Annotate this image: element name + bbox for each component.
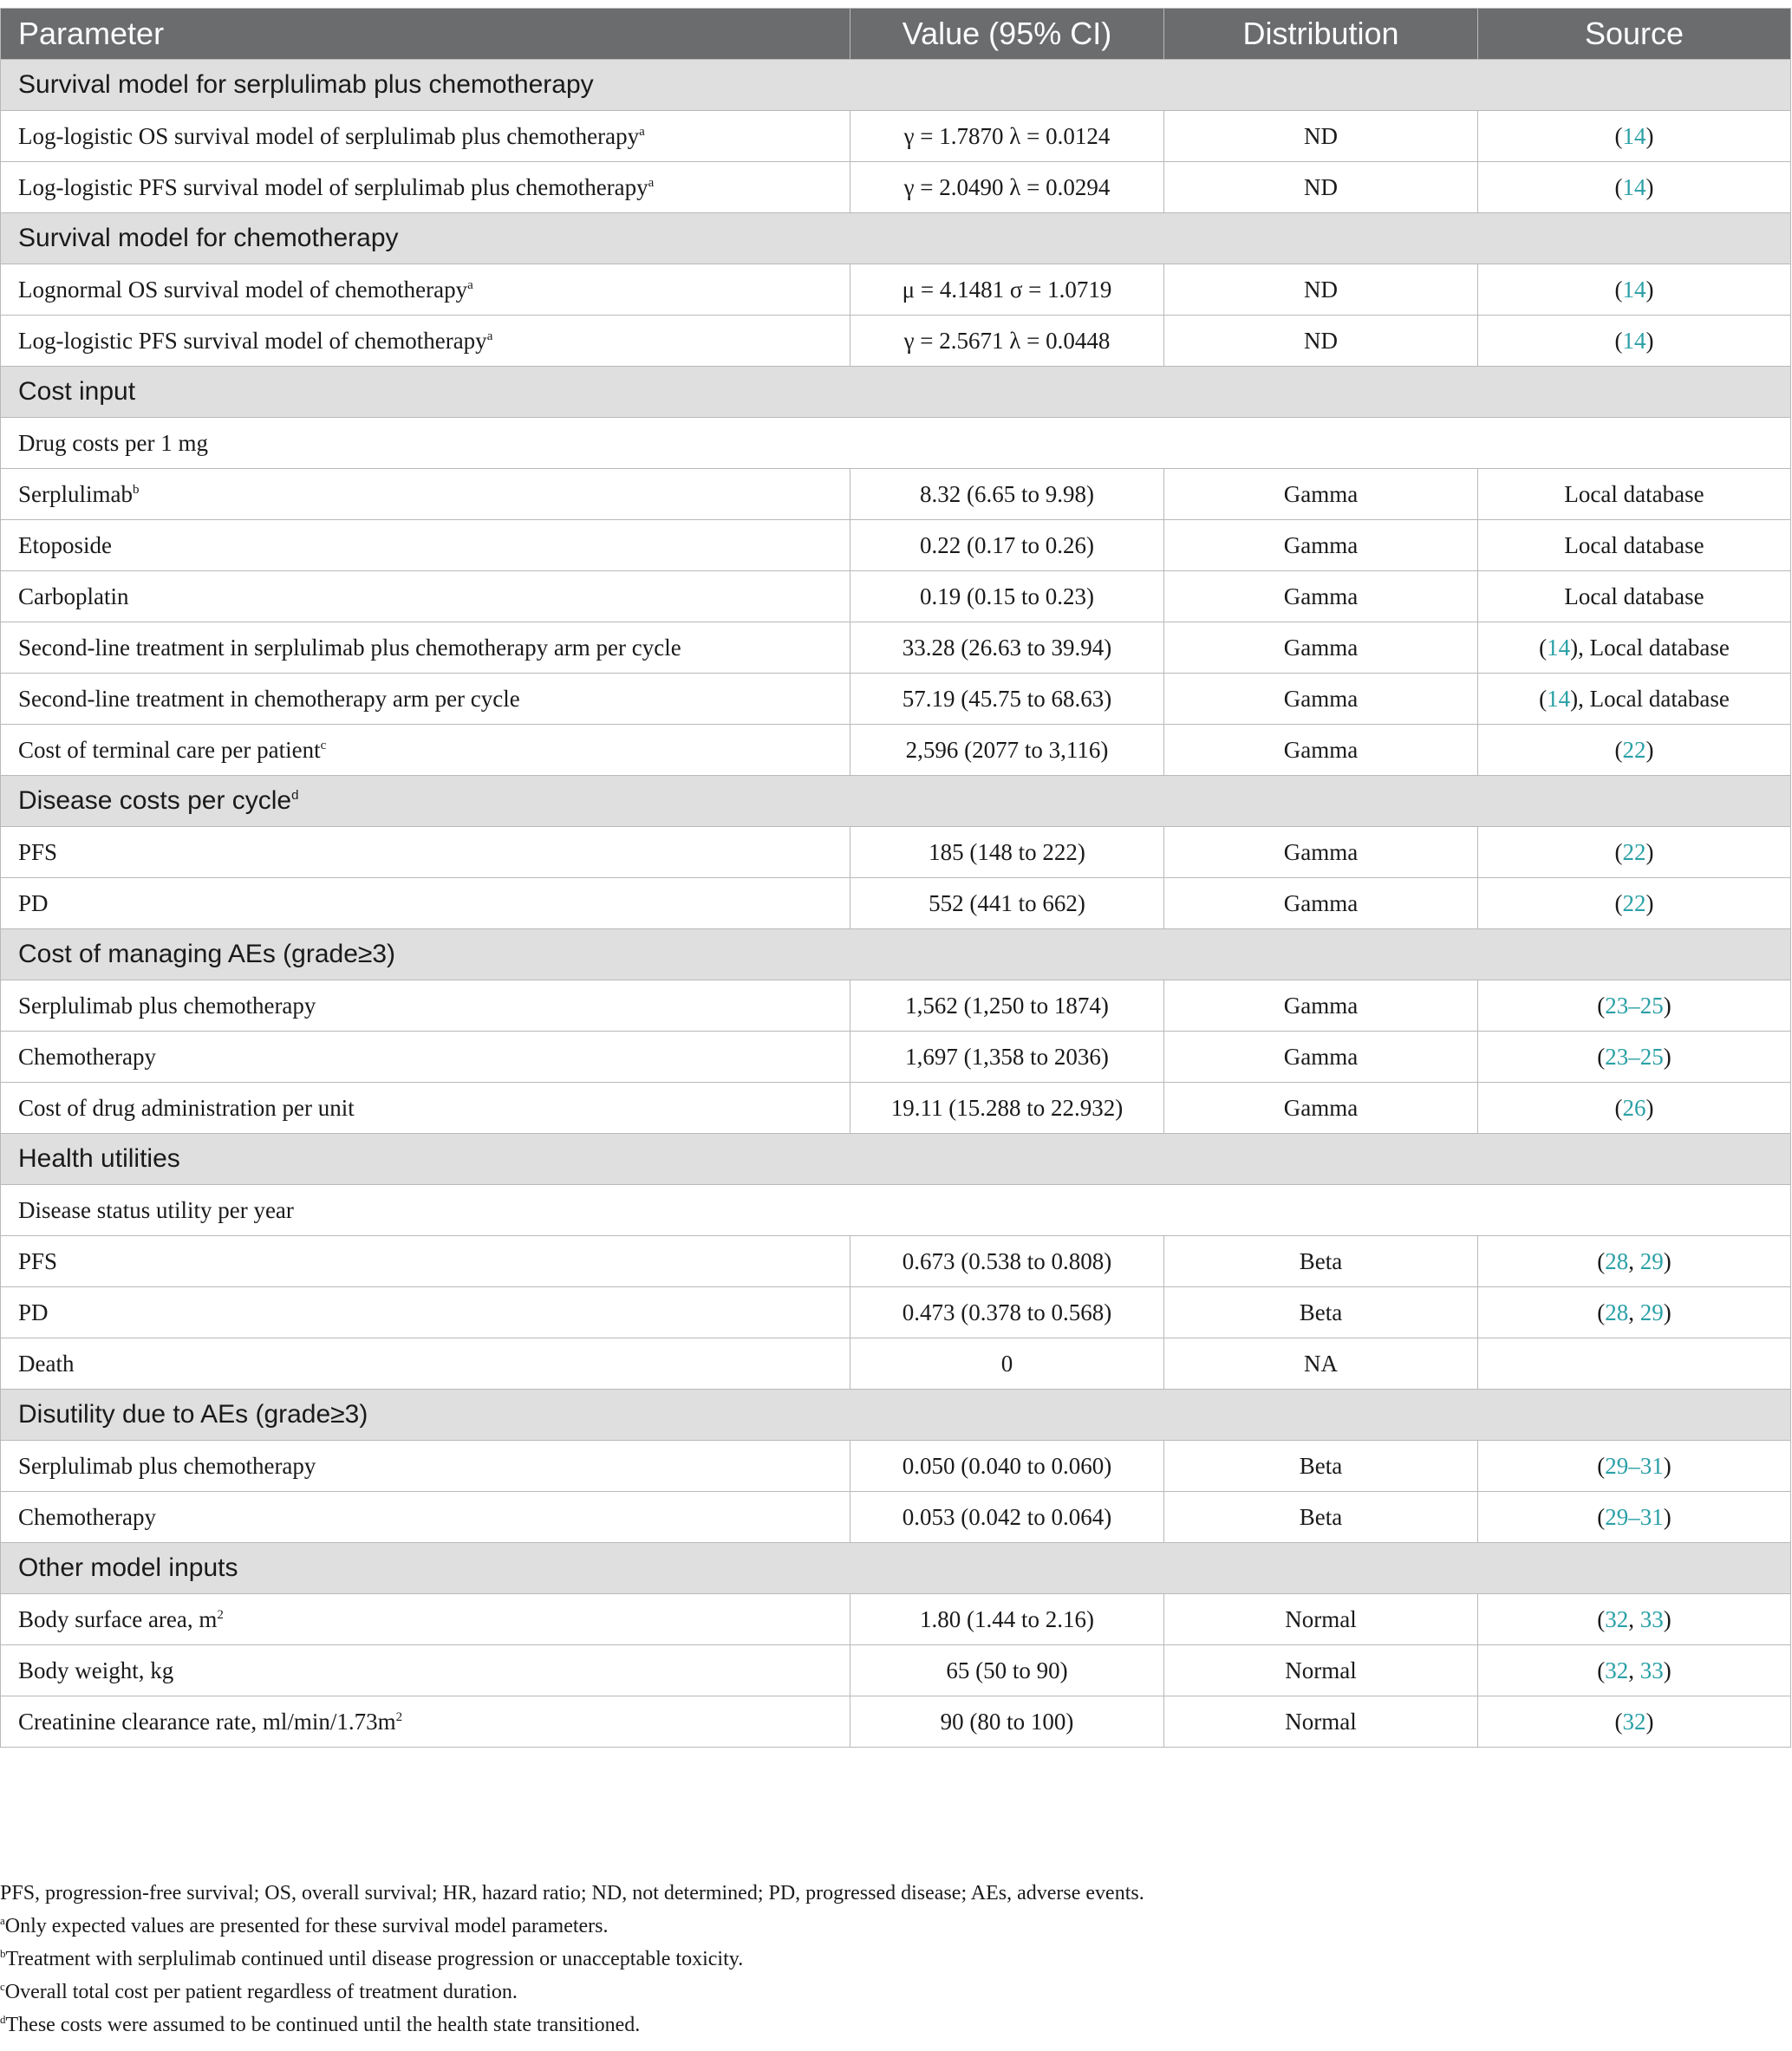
- cell-parameter: [1, 1645, 850, 1696]
- source-text: ): [1645, 327, 1654, 354]
- parameter-label: Log-logistic PFS survival model of chemotherapy: [18, 327, 487, 354]
- table-row: [1, 111, 1791, 162]
- cell-source: [1478, 162, 1791, 213]
- parameter-label: Second-line treatment in chemotherapy arm per cycle: [18, 685, 520, 712]
- cell-value: γ = 1.7870 λ = 0.0124: [850, 111, 1164, 162]
- cell-distribution: Gamma: [1164, 980, 1478, 1032]
- table-row: [1, 520, 1791, 571]
- source-text: (: [1597, 1657, 1606, 1683]
- source-text: ): [1645, 838, 1654, 865]
- source-text: (: [1614, 838, 1623, 865]
- parameter-label: Chemotherapy: [18, 1503, 156, 1530]
- source-text: ,: [1628, 1657, 1640, 1683]
- cell-value: 33.28 (26.63 to 39.94): [850, 622, 1164, 674]
- cell-value: 90 (80 to 100): [850, 1696, 1164, 1748]
- section-label: Disutility due to AEs (grade≥3): [18, 1400, 368, 1429]
- cell-source: [1478, 571, 1791, 622]
- cell-value: 8.32 (6.65 to 9.98): [850, 469, 1164, 520]
- footnote-marker: a: [467, 277, 473, 292]
- footnote-c: [0, 1976, 1786, 2009]
- cell-distribution: Gamma: [1164, 1083, 1478, 1134]
- cell-parameter: [1, 674, 850, 725]
- cell-value: 0: [850, 1338, 1164, 1390]
- footnote-a: [0, 1910, 1786, 1943]
- section-row: [1, 1134, 1791, 1185]
- cell-distribution: Gamma: [1164, 674, 1478, 725]
- source-text: ): [1663, 1299, 1671, 1325]
- reference-link[interactable]: 23–25: [1605, 1043, 1664, 1070]
- section-title: [1, 213, 1791, 264]
- section-label: Cost input: [18, 377, 136, 406]
- cell-source: [1478, 878, 1791, 929]
- section-title: [1, 1543, 1791, 1594]
- cell-value: γ = 2.5671 λ = 0.0448: [850, 316, 1164, 367]
- header-source: Source: [1478, 9, 1791, 60]
- cell-parameter: [1, 264, 850, 316]
- table-row: [1, 469, 1791, 520]
- cell-parameter: [1, 1492, 850, 1543]
- table-row: [1, 1441, 1791, 1492]
- cell-distribution: Normal: [1164, 1594, 1478, 1645]
- source-text: (: [1614, 889, 1623, 916]
- parameter-label: Death: [18, 1350, 75, 1377]
- cell-value: 0.673 (0.538 to 0.808): [850, 1236, 1164, 1287]
- table-row: [1, 316, 1791, 367]
- cell-parameter: [1, 469, 850, 520]
- source-text: (: [1597, 992, 1606, 1019]
- footnote-abbreviations: PFS, progression-free survival; OS, overall survival; HR, hazard ratio; ND, not determined; PD, progressed disease; AEs, adverse events.: [0, 1882, 1144, 1904]
- cell-source: [1478, 520, 1791, 571]
- cell-source: [1478, 827, 1791, 878]
- cell-source: [1478, 1594, 1791, 1645]
- subheading-label: Drug costs per 1 mg: [18, 429, 208, 456]
- parameter-label: Lognormal OS survival model of chemotherapy: [18, 276, 468, 303]
- table-row: [1, 674, 1791, 725]
- reference-link[interactable]: 14: [1622, 173, 1646, 200]
- source-text: (: [1597, 1299, 1606, 1325]
- cell-source: [1478, 1492, 1791, 1543]
- section-row: [1, 1390, 1791, 1441]
- source-text: Local database: [1564, 583, 1704, 609]
- source-text: ): [1663, 1452, 1671, 1479]
- cell-parameter: [1, 980, 850, 1032]
- table-row: [1, 264, 1791, 316]
- cell-parameter: [1, 1594, 850, 1645]
- subheading-title: [1, 418, 1791, 469]
- footnote-text: Treatment with serplulimab continued until disease progression or unacceptable toxicity.: [5, 1948, 744, 1970]
- source-text: ): [1663, 1043, 1671, 1070]
- cell-distribution: Gamma: [1164, 622, 1478, 674]
- parameter-table: [0, 8, 1791, 1748]
- table-row: [1, 1645, 1791, 1696]
- footnote-mark: a: [0, 1914, 5, 1927]
- cell-parameter: [1, 1287, 850, 1338]
- cell-parameter: [1, 1696, 850, 1748]
- parameter-label: Cost of drug administration per unit: [18, 1094, 355, 1121]
- cell-value: 0.473 (0.378 to 0.568): [850, 1287, 1164, 1338]
- table-row: [1, 878, 1791, 929]
- source-text: ): [1663, 1503, 1671, 1530]
- cell-parameter: [1, 878, 850, 929]
- footnote-marker: a: [639, 124, 645, 139]
- parameter-label: Second-line treatment in serplulimab plus chemotherapy arm per cycle: [18, 634, 681, 661]
- footnote-text: Overall total cost per patient regardless of treatment duration.: [4, 1981, 518, 2003]
- cell-source: [1478, 1338, 1791, 1390]
- cell-value: 1,562 (1,250 to 1874): [850, 980, 1164, 1032]
- subheading-label: Disease status utility per year: [18, 1196, 294, 1223]
- source-text: (: [1614, 173, 1623, 200]
- cell-distribution: Normal: [1164, 1645, 1478, 1696]
- source-text: ): [1645, 1708, 1654, 1735]
- reference-link[interactable]: 32: [1622, 1708, 1646, 1735]
- cell-distribution: Beta: [1164, 1441, 1478, 1492]
- subheading-row: [1, 1185, 1791, 1236]
- source-text: (: [1539, 685, 1548, 712]
- table-header-row: [1, 9, 1791, 60]
- section-row: [1, 367, 1791, 418]
- source-text: (: [1614, 327, 1623, 354]
- source-text: ): [1663, 1657, 1671, 1683]
- source-text: Local database: [1564, 531, 1704, 558]
- source-text: ): [1645, 736, 1654, 763]
- section-title: [1, 60, 1791, 111]
- parameter-table-container: [0, 8, 1792, 1748]
- source-text: (: [1597, 1503, 1606, 1530]
- source-text: ), Local database: [1570, 685, 1730, 712]
- section-label: Health utilities: [18, 1144, 180, 1173]
- source-text: (: [1597, 1247, 1606, 1274]
- section-label: Survival model for chemotherapy: [18, 224, 399, 252]
- source-text: ): [1645, 889, 1654, 916]
- cell-source: [1478, 316, 1791, 367]
- parameter-label: Etoposide: [18, 531, 112, 558]
- cell-source: [1478, 1236, 1791, 1287]
- table-row: [1, 162, 1791, 213]
- parameter-label: PFS: [18, 838, 58, 865]
- cell-parameter: [1, 316, 850, 367]
- source-text: (: [1597, 1452, 1606, 1479]
- cell-source: [1478, 111, 1791, 162]
- cell-source: [1478, 264, 1791, 316]
- reference-link[interactable]: 29–31: [1605, 1503, 1664, 1530]
- reference-link[interactable]: 14: [1547, 634, 1571, 661]
- cell-parameter: [1, 827, 850, 878]
- source-text: ): [1645, 122, 1654, 149]
- reference-link[interactable]: 14: [1622, 276, 1646, 303]
- parameter-label: Log-logistic OS survival model of serplulimab plus chemotherapy: [18, 122, 640, 149]
- cell-parameter: [1, 1441, 850, 1492]
- section-label: Disease costs per cycle: [18, 786, 292, 815]
- cell-source: [1478, 980, 1791, 1032]
- reference-link[interactable]: 26: [1622, 1094, 1646, 1121]
- table-row: [1, 1083, 1791, 1134]
- cell-source: [1478, 622, 1791, 674]
- reference-link[interactable]: 22: [1622, 736, 1646, 763]
- cell-value: 552 (441 to 662): [850, 878, 1164, 929]
- cell-distribution: ND: [1164, 162, 1478, 213]
- source-text: ): [1663, 1247, 1671, 1274]
- cell-value: 65 (50 to 90): [850, 1645, 1164, 1696]
- footnote-marker: 2: [395, 1709, 403, 1724]
- table-footnotes: [0, 1877, 1786, 2041]
- cell-parameter: [1, 1236, 850, 1287]
- parameter-label: Chemotherapy: [18, 1043, 156, 1070]
- parameter-label: PFS: [18, 1247, 58, 1274]
- cell-source: [1478, 1287, 1791, 1338]
- cell-parameter: [1, 1083, 850, 1134]
- table-row: [1, 1492, 1791, 1543]
- cell-value: 1.80 (1.44 to 2.16): [850, 1594, 1164, 1645]
- cell-distribution: Gamma: [1164, 520, 1478, 571]
- footnote-marker: b: [132, 482, 140, 497]
- footnote-marker: 2: [217, 1607, 224, 1622]
- cell-distribution: Beta: [1164, 1492, 1478, 1543]
- cell-source: [1478, 1441, 1791, 1492]
- cell-distribution: Gamma: [1164, 469, 1478, 520]
- reference-link[interactable]: 33: [1639, 1605, 1664, 1632]
- cell-source: [1478, 1032, 1791, 1083]
- cell-distribution: ND: [1164, 111, 1478, 162]
- parameter-label: Body weight, kg: [18, 1657, 174, 1683]
- table-row: [1, 1032, 1791, 1083]
- cell-value: 0.22 (0.17 to 0.26): [850, 520, 1164, 571]
- section-row: [1, 929, 1791, 980]
- source-text: ): [1663, 1605, 1671, 1632]
- section-row: [1, 60, 1791, 111]
- parameter-label: Cost of terminal care per patient: [18, 736, 321, 763]
- footnote-text: Only expected values are presented for these survival model parameters.: [4, 1915, 609, 1937]
- cell-distribution: Gamma: [1164, 1032, 1478, 1083]
- reference-link[interactable]: 14: [1622, 122, 1646, 149]
- source-text: ): [1645, 276, 1654, 303]
- section-label: Other model inputs: [18, 1553, 238, 1582]
- reference-link[interactable]: 28: [1605, 1247, 1629, 1274]
- source-text: ,: [1628, 1605, 1640, 1632]
- footnote-b: [0, 1943, 1786, 1976]
- cell-value: 0.053 (0.042 to 0.064): [850, 1492, 1164, 1543]
- footnote-mark: d: [0, 2013, 6, 2026]
- table-row: [1, 1236, 1791, 1287]
- cell-parameter: [1, 622, 850, 674]
- footnote-mark: b: [0, 1947, 6, 1960]
- section-title: [1, 776, 1791, 827]
- cell-value: 185 (148 to 222): [850, 827, 1164, 878]
- cell-distribution: ND: [1164, 264, 1478, 316]
- table-row: [1, 1696, 1791, 1748]
- cell-parameter: [1, 111, 850, 162]
- source-text: (: [1614, 736, 1623, 763]
- source-text: ,: [1628, 1247, 1640, 1274]
- section-row: [1, 776, 1791, 827]
- reference-link[interactable]: 14: [1622, 327, 1646, 354]
- cell-value: 19.11 (15.288 to 22.932): [850, 1083, 1164, 1134]
- header-value: Value (95% CI): [850, 9, 1164, 60]
- section-label: Cost of managing AEs (grade≥3): [18, 940, 396, 968]
- cell-parameter: [1, 1338, 850, 1390]
- cell-value: 0.050 (0.040 to 0.060): [850, 1441, 1164, 1492]
- section-title: [1, 367, 1791, 418]
- footnote-marker: d: [291, 788, 299, 803]
- cell-distribution: NA: [1164, 1338, 1478, 1390]
- cell-value: μ = 4.1481 σ = 1.0719: [850, 264, 1164, 316]
- cell-distribution: Normal: [1164, 1696, 1478, 1748]
- table-row: [1, 1594, 1791, 1645]
- reference-link[interactable]: 22: [1622, 889, 1646, 916]
- footnote-d: [0, 2009, 1786, 2041]
- cell-value: 2,596 (2077 to 3,116): [850, 725, 1164, 776]
- source-text: ): [1663, 992, 1671, 1019]
- table-row: [1, 1287, 1791, 1338]
- source-text: ,: [1628, 1299, 1640, 1325]
- cell-source: [1478, 1645, 1791, 1696]
- source-text: ): [1645, 173, 1654, 200]
- cell-source: [1478, 725, 1791, 776]
- subheading-row: [1, 418, 1791, 469]
- cell-distribution: Gamma: [1164, 827, 1478, 878]
- parameter-label: Serplulimab plus chemotherapy: [18, 992, 316, 1019]
- cell-value: γ = 2.0490 λ = 0.0294: [850, 162, 1164, 213]
- cell-parameter: [1, 571, 850, 622]
- cell-distribution: Gamma: [1164, 725, 1478, 776]
- parameter-label: Carboplatin: [18, 583, 129, 609]
- cell-distribution: Beta: [1164, 1287, 1478, 1338]
- section-row: [1, 1543, 1791, 1594]
- cell-distribution: Beta: [1164, 1236, 1478, 1287]
- parameter-label: Creatinine clearance rate, ml/min/1.73m: [18, 1708, 396, 1735]
- source-text: (: [1614, 1094, 1623, 1121]
- reference-link[interactable]: 28: [1605, 1299, 1629, 1325]
- section-label: Survival model for serplulimab plus chemotherapy: [18, 70, 594, 99]
- table-row: [1, 827, 1791, 878]
- source-text: (: [1614, 1708, 1623, 1735]
- reference-link[interactable]: 33: [1639, 1657, 1664, 1683]
- table-row: [1, 725, 1791, 776]
- footnote-text: These costs were assumed to be continued until the health state transitioned.: [5, 2014, 641, 2036]
- footnote-marker: a: [486, 329, 493, 343]
- reference-link[interactable]: 22: [1622, 838, 1646, 865]
- reference-link[interactable]: 23–25: [1605, 992, 1664, 1019]
- parameter-label: PD: [18, 1299, 49, 1325]
- cell-parameter: [1, 162, 850, 213]
- source-text: (: [1539, 634, 1548, 661]
- cell-source: [1478, 1696, 1791, 1748]
- source-text: ), Local database: [1570, 634, 1730, 661]
- table-row: [1, 571, 1791, 622]
- footnote-marker: a: [648, 175, 655, 190]
- section-row: [1, 213, 1791, 264]
- footnote-mark: c: [0, 1980, 5, 1993]
- table-row: [1, 622, 1791, 674]
- cell-value: 57.19 (45.75 to 68.63): [850, 674, 1164, 725]
- cell-distribution: Gamma: [1164, 571, 1478, 622]
- table-body: [1, 60, 1791, 1748]
- parameter-label: PD: [18, 889, 49, 916]
- source-text: ): [1645, 1094, 1654, 1121]
- reference-link[interactable]: 29–31: [1605, 1452, 1664, 1479]
- header-distribution: Distribution: [1164, 9, 1478, 60]
- reference-link[interactable]: 32: [1605, 1657, 1629, 1683]
- parameter-label: Log-logistic PFS survival model of serplulimab plus chemotherapy: [18, 173, 648, 200]
- source-text: (: [1614, 276, 1623, 303]
- cell-source: [1478, 674, 1791, 725]
- reference-link[interactable]: 29: [1639, 1299, 1664, 1325]
- cell-parameter: [1, 725, 850, 776]
- parameter-label: Serplulimab: [18, 480, 133, 507]
- table-row: [1, 980, 1791, 1032]
- cell-distribution: ND: [1164, 316, 1478, 367]
- section-title: [1, 1134, 1791, 1185]
- source-text: (: [1597, 1043, 1606, 1070]
- cell-distribution: Gamma: [1164, 878, 1478, 929]
- cell-parameter: [1, 520, 850, 571]
- parameter-label: Serplulimab plus chemotherapy: [18, 1452, 316, 1479]
- source-text: Local database: [1564, 480, 1704, 507]
- subheading-title: [1, 1185, 1791, 1236]
- reference-link[interactable]: 14: [1547, 685, 1571, 712]
- source-text: (: [1614, 122, 1623, 149]
- section-title: [1, 1390, 1791, 1441]
- header-parameter: Parameter: [1, 9, 850, 60]
- cell-source: [1478, 469, 1791, 520]
- cell-value: 0.19 (0.15 to 0.23): [850, 571, 1164, 622]
- table-row: [1, 1338, 1791, 1390]
- cell-source: [1478, 1083, 1791, 1134]
- section-title: [1, 929, 1791, 980]
- cell-parameter: [1, 1032, 850, 1083]
- reference-link[interactable]: 32: [1605, 1605, 1629, 1632]
- source-text: (: [1597, 1605, 1606, 1632]
- parameter-label: Body surface area, m: [18, 1605, 218, 1632]
- cell-value: 1,697 (1,358 to 2036): [850, 1032, 1164, 1083]
- footnote-marker: c: [320, 738, 327, 752]
- reference-link[interactable]: 29: [1639, 1247, 1664, 1274]
